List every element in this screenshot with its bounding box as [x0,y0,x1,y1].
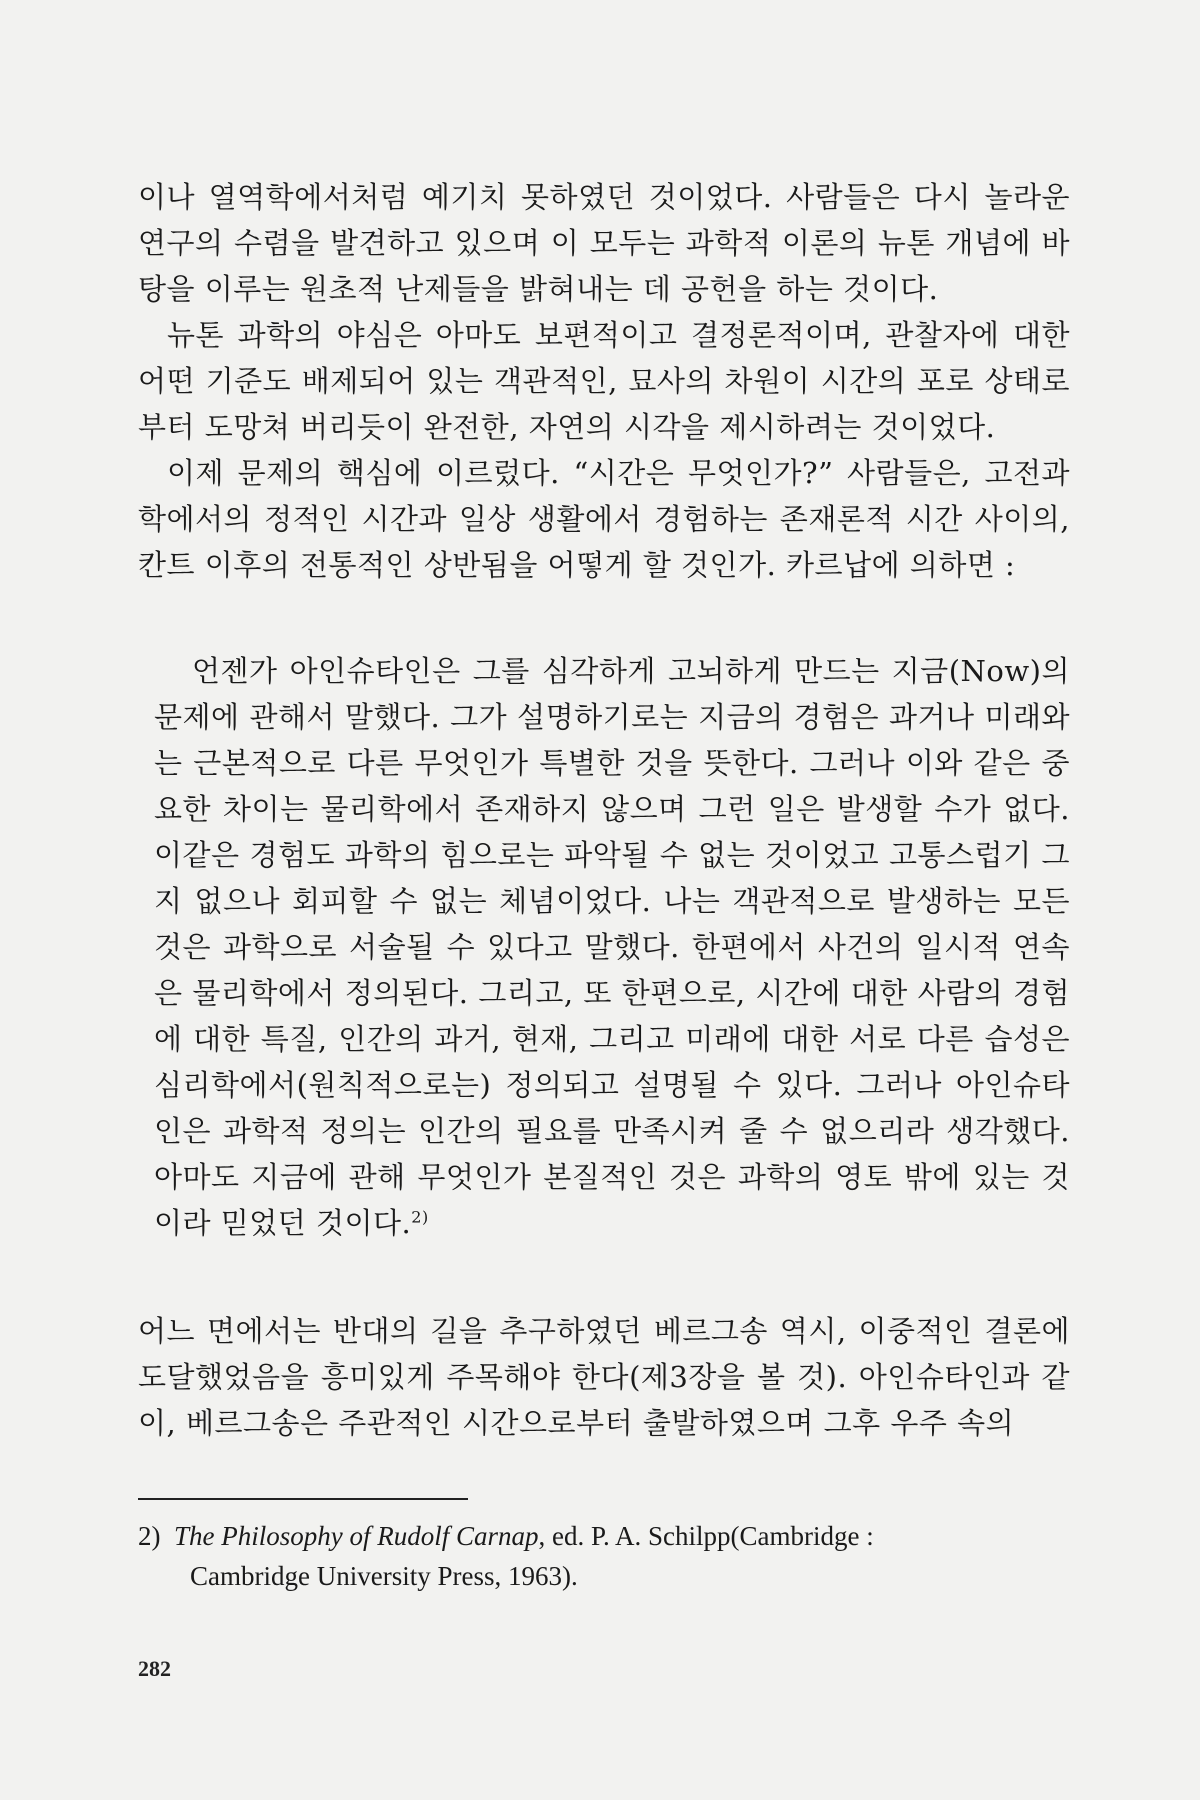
footnote-line-2: Cambridge University Press, 1963). [190,1561,578,1591]
footnote [138,1516,1078,1596]
paragraph-3: 이제 문제의 핵심에 이르렀다. “시간은 무엇인가?” 사람들은, 고전과학에서의 정적인 시간과 일상 생활에서 경험하는 존재론적 시간 사이의, 칸트 이후의 전통적인 상반됨을 어떻게 할 것인가. 카르납에 의하면 : [138,456,1070,582]
paragraph-1: 이나 열역학에서처럼 예기치 못하였던 것이었다. 사람들은 다시 놀라운 연구의 수렴을 발견하고 있으며 이 모두는 과학적 이론의 뉴톤 개념에 바탕을 이루는 원초적 난제들을 밝혀내는 데 공헌을 하는 것이다. [138,180,1070,306]
paragraph-4: 어느 면에서는 반대의 길을 추구하였던 베르그송 역시, 이중적인 결론에 도달했었음을 흥미있게 주목해야 한다(제3장을 볼 것). 아인슈타인과 같이, 베르그송은 주관적인 시간으로부터 출발하였으며 그후 우주 속의 [138,1314,1070,1440]
quote-paragraph [154,648,1070,1246]
block-quote [154,648,1070,1246]
footnote-book-title: The Philosophy of Rudolf Carnap [174,1521,539,1551]
body-text-bottom [138,1308,1070,1446]
paragraph-2: 뉴톤 과학의 야심은 아마도 보편적이고 결정론적이며, 관찰자에 대한 어떤 기준도 배제되어 있는 객관적인, 묘사의 차원이 시간의 포로 상태로부터 도망쳐 버리듯이 완전한, 자연의 시각을 제시하려는 것이었다. [138,318,1070,444]
quote-text: 언젠가 아인슈타인은 그를 심각하게 고뇌하게 만드는 지금(Now)의 문제에 관해서 말했다. 그가 설명하기로는 지금의 경험은 과거나 미래와는 근본적으로 다른 무엇인가 특별한 것을 뜻한다. 그러나 이와 같은 중요한 차이는 물리학에서 존재하지 않으며 그런 일은 발생할 수가 없다. 이같은 경험도 과학의 힘으로는 파악될 수 없는 것이었고 고통스럽기 그지 없으나 회피할 수 없는 체념이었다. 나는 객관적으로 발생하는 모든 것은 과학으로 서술될 수 있다고 말했다. 한편에서 사건의 일시적 연속은 물리학에서 정의된다. 그리고, 또 한편으로, 시간에 대한 사람의 경험에 대한 특질, 인간의 과거, 현재, 그리고 미래에 대한 서로 다른 습성은 심리학에서(원칙적으로는) 정의되고 설명될 수 있다. 그러나 아인슈타인은 과학적 정의는 인간의 필요를 만족시켜 줄 수 없으리라 생각했다. 아마도 지금에 관해 무엇인가 본질적인 것은 과학의 영토 밖에 있는 것이라 믿었던 것이다. [154,654,1070,1240]
footnote-marker: 2) [138,1521,161,1551]
footnote-divider [138,1498,468,1500]
footnote-line-1 [138,1516,1078,1556]
page-number: 282 [138,1656,171,1681]
footnote-reference: 2) [411,1207,429,1227]
footnote-citation: , ed. P. A. Schilpp(Cambridge : [538,1521,874,1551]
body-text-top [138,174,1070,588]
